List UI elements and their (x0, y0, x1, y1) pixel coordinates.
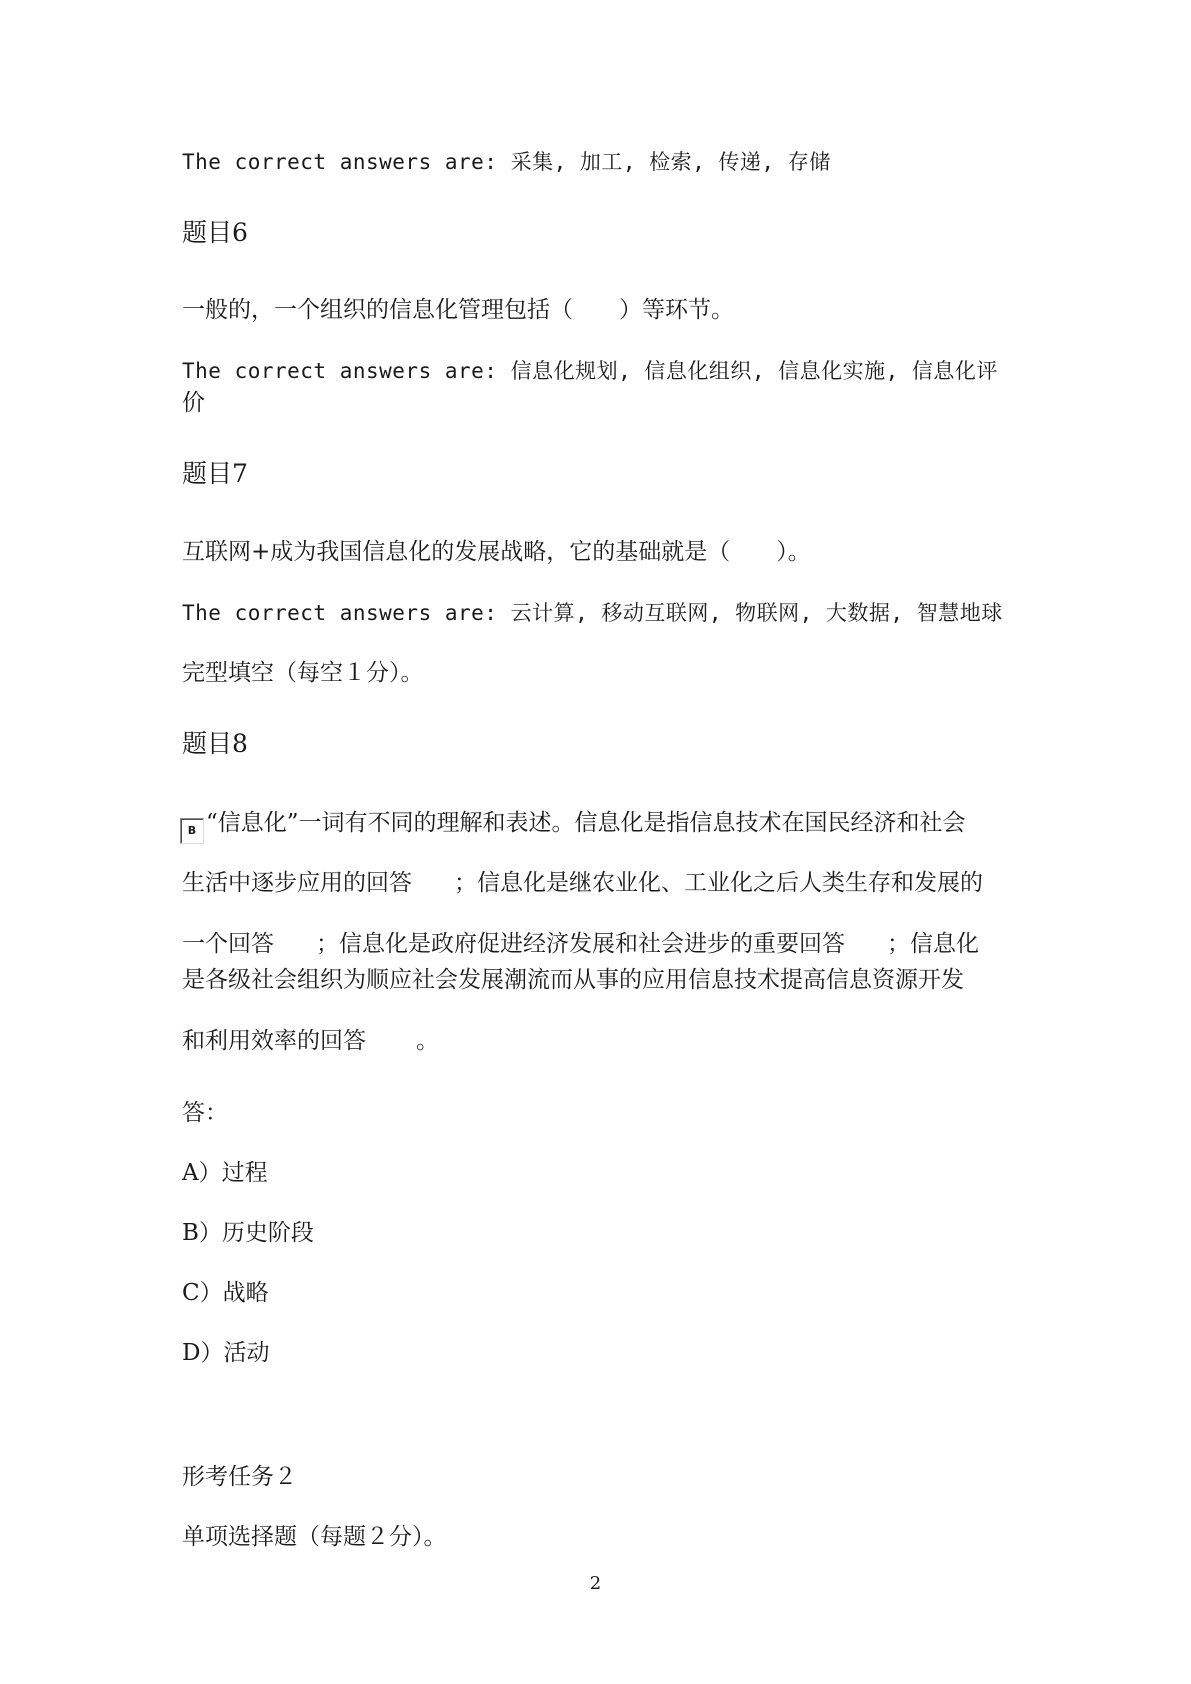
q6-question: 一般的，一个组织的信息化管理包括（ ）等环节。 (182, 297, 734, 323)
cloze-section-note: 完型填空（每空１分）。 (182, 660, 424, 686)
q8-paragraph-line4: 是各级社会组织为顺应社会发展潮流而从事的应用信息技术提高信息资源开发 (182, 967, 964, 993)
q7-question: 互联网+成为我国信息化的发展战略，它的基础就是（ ）。 (182, 539, 811, 565)
answer-select-box[interactable]: B (180, 818, 204, 844)
q8-option-b[interactable]: B）历史阶段 (182, 1220, 314, 1246)
q8-title: 题目8 (182, 729, 248, 758)
task2-title: 形考任务２ (182, 1464, 297, 1490)
q8-paragraph-line3 (182, 929, 979, 959)
q6-correct-answers-line2: 价 (182, 390, 205, 416)
q8-answer-label: 答： (182, 1100, 228, 1126)
q5-correct-answers: The correct answers are: 采集, 加工, 检索, 传递, 存储 (182, 150, 831, 174)
q8-paragraph-line5 (182, 1026, 439, 1056)
q6-correct-answers-line1: The correct answers are: 信息化规划, 信息化组织, 信息化实施, 信息化评 (182, 359, 998, 383)
q8-line3-text-a: 一个回答 (182, 931, 274, 957)
q8-option-a[interactable]: A）过程 (182, 1160, 268, 1186)
task2-subtitle: 单项选择题（每题２分）。 (182, 1524, 447, 1550)
q8-line5-text-a: 和利用效率的回答 (182, 1028, 366, 1054)
q8-paragraph-line2 (182, 868, 983, 898)
q8-line5-text-b: 。 (416, 1028, 439, 1054)
q8-option-c[interactable]: C）战略 (182, 1280, 269, 1306)
q7-correct-answers: The correct answers are: 云计算, 移动互联网, 物联网, 大数据, 智慧地球 (182, 601, 1003, 625)
page-number: 2 (589, 1573, 602, 1594)
q8-line3-text-c: ；信息化 (887, 931, 979, 957)
q8-line1-text: “信息化”一词有不同的理解和表述。信息化是指信息技术在国民经济和社会 (206, 810, 966, 836)
q8-option-d[interactable]: D）活动 (182, 1340, 270, 1366)
q6-title: 题目6 (182, 218, 248, 247)
q8-paragraph-line1 (180, 808, 966, 844)
q7-title: 题目7 (182, 459, 248, 488)
q8-line2-text-a: 生活中逐步应用的回答 (182, 870, 412, 896)
q8-line3-text-b: ；信息化是政府促进经济发展和社会进步的重要回答 (316, 931, 845, 957)
q8-line2-text-b: ；信息化是继农业化、工业化之后人类生存和发展的 (454, 870, 983, 896)
